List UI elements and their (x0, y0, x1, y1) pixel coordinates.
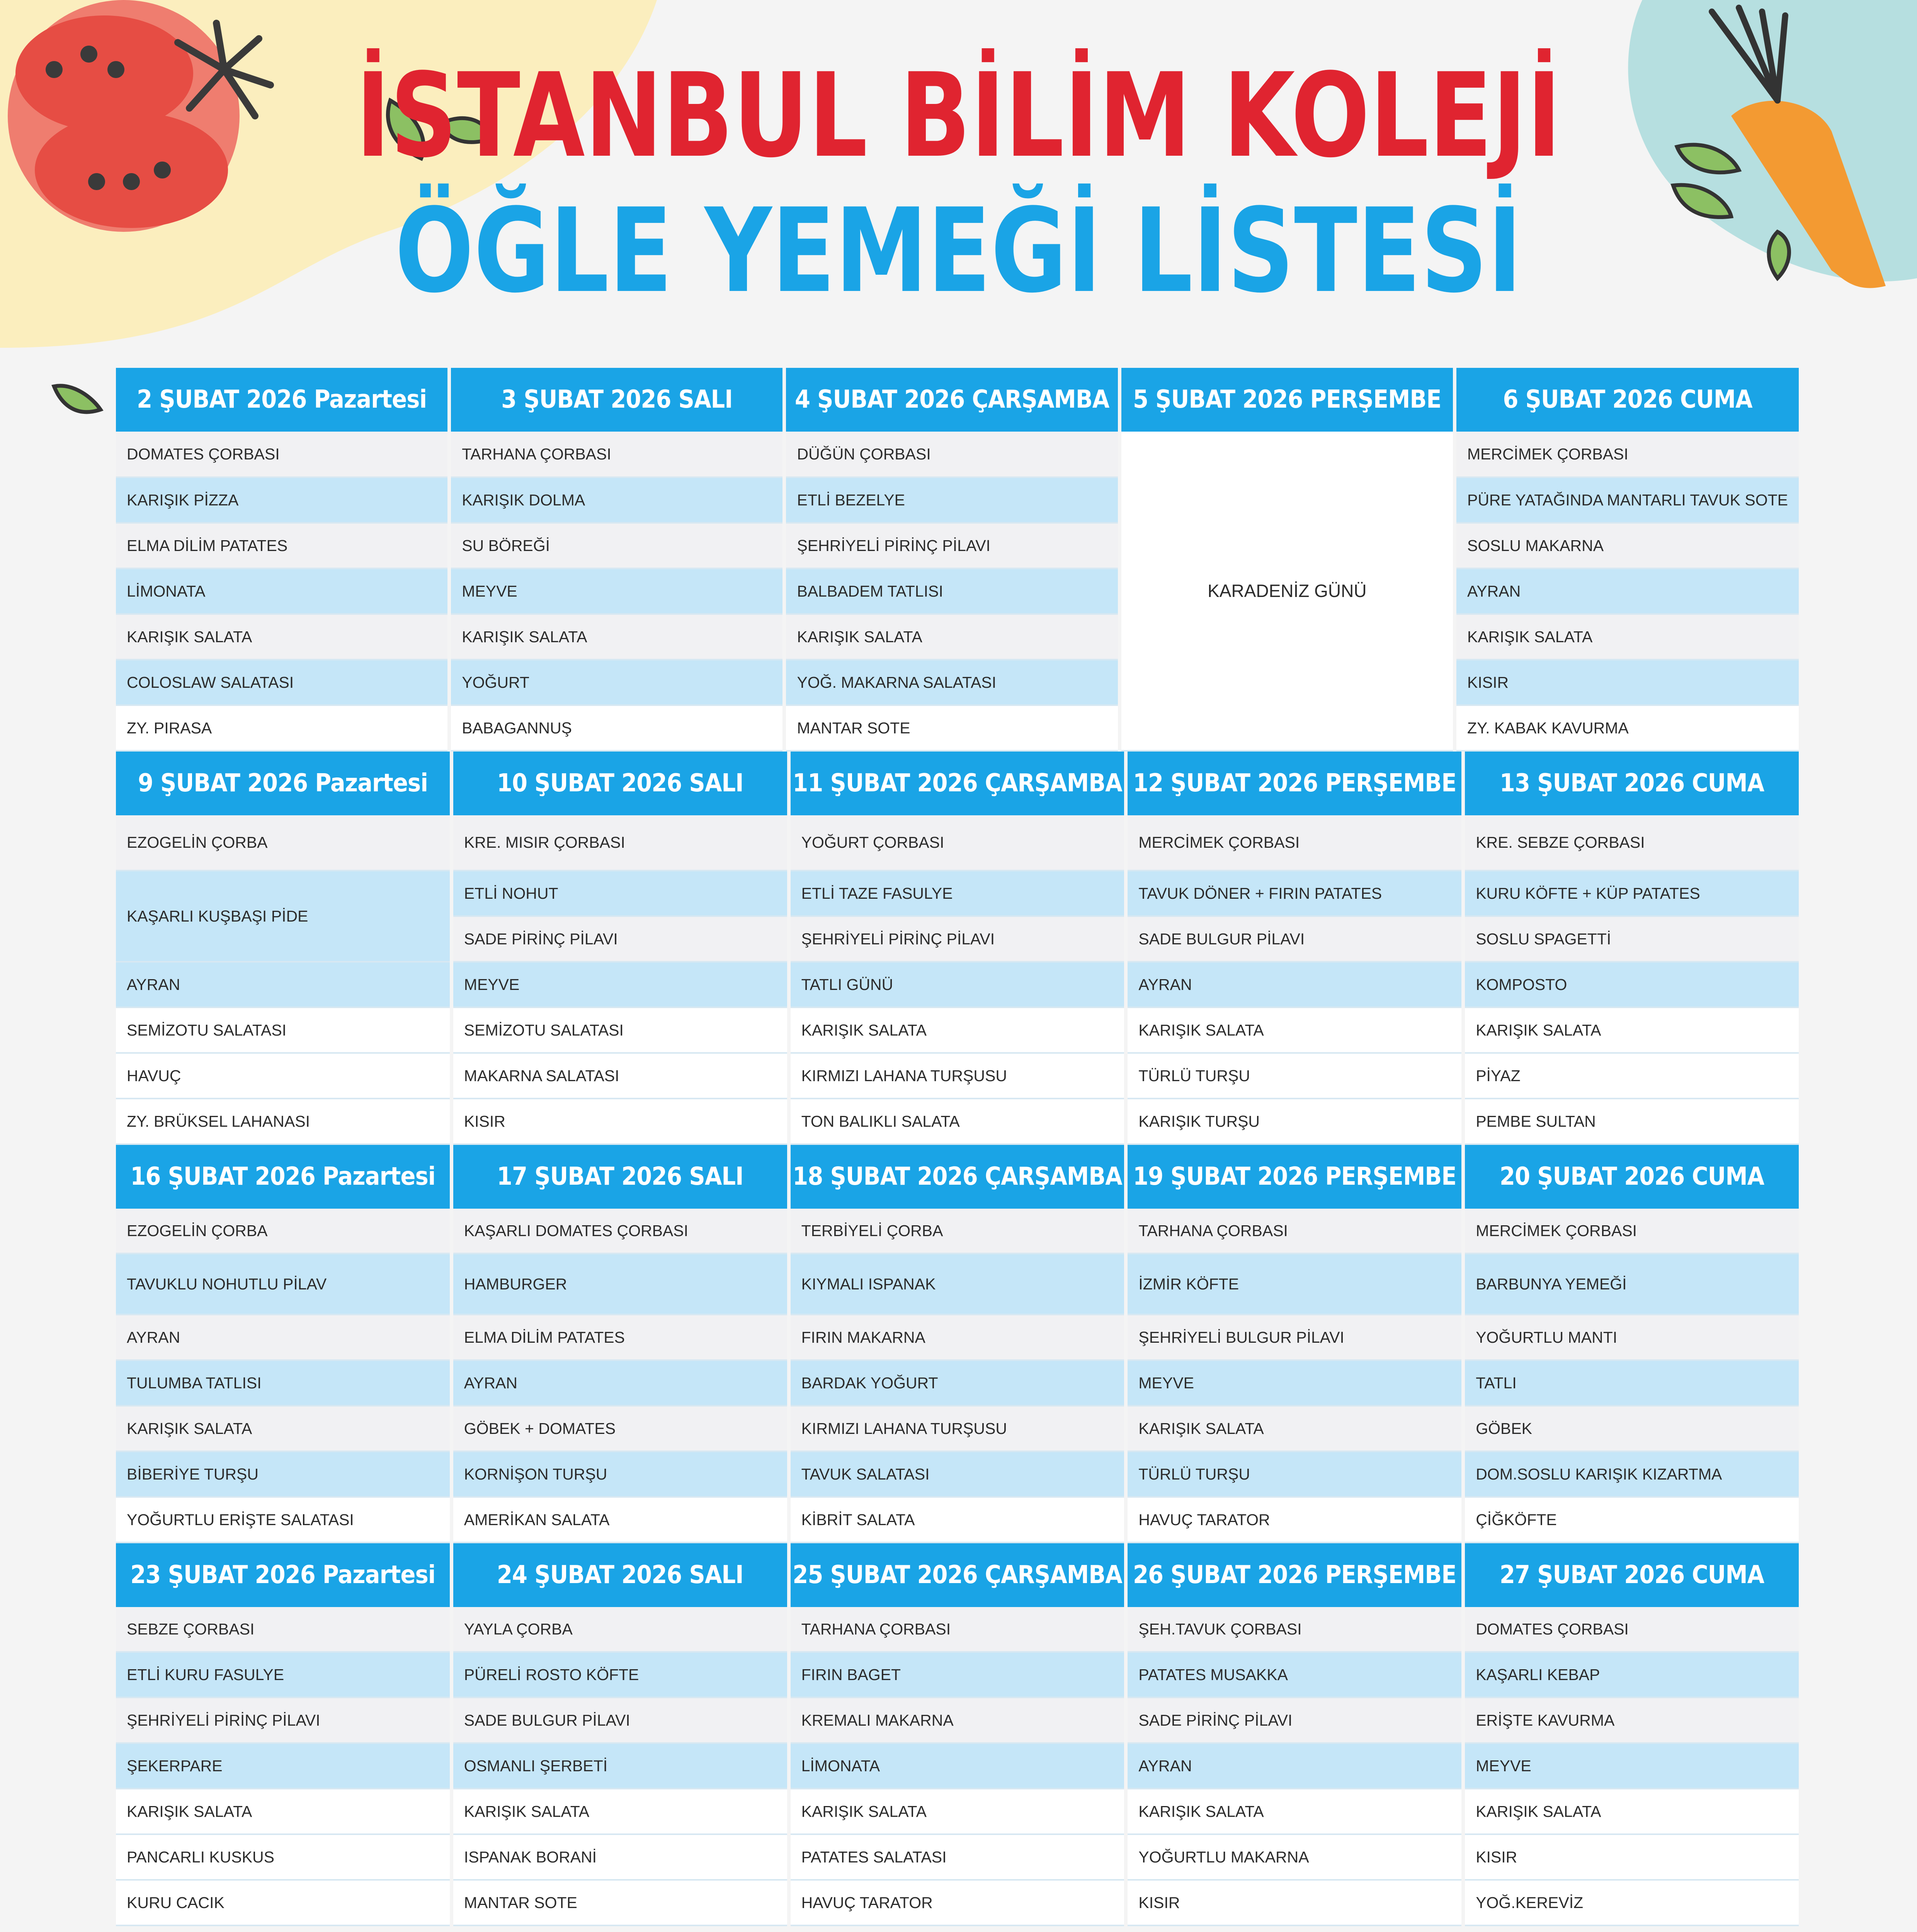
menu-item: HAMBURGER (453, 1254, 787, 1315)
day-header: 9 ŞUBAT 2026 Pazartesi (116, 752, 450, 815)
menu-item: KISIR (1465, 1835, 1799, 1881)
day-header: 19 ŞUBAT 2026 PERŞEMBE (1128, 1145, 1461, 1209)
menu-item: TAVUKLU NOHUTLU PİLAV (116, 1254, 450, 1315)
menu-item: ELMA DİLİM PATATES (453, 1315, 787, 1361)
menu-item: DOM.SOSLU KARIŞIK KIZARTMA (1465, 1452, 1799, 1498)
menu-item: AYRAN (1456, 569, 1799, 615)
menu-item: MEYVE (451, 569, 782, 615)
day-column (116, 1145, 450, 1543)
day-header: 6 ŞUBAT 2026 CUMA (1456, 368, 1799, 432)
menu-item: KIRMIZI LAHANA TURŞUSU (791, 1054, 1124, 1099)
week-4 (116, 1543, 1799, 1926)
day-header: 17 ŞUBAT 2026 SALI (453, 1145, 787, 1209)
menu-item: KISIR (453, 1099, 787, 1145)
menu-item: KARIŞIK SALATA (451, 615, 782, 660)
menu-item: KARIŞIK DOLMA (451, 478, 782, 524)
menu-item: ŞEHRİYELİ PİRİNÇ PİLAVI (116, 1698, 450, 1744)
day-header: 2 ŞUBAT 2026 Pazartesi (116, 368, 447, 432)
day-header: 25 ŞUBAT 2026 ÇARŞAMBA (791, 1543, 1124, 1607)
menu-item: YOĞURTLU MAKARNA (1128, 1835, 1461, 1881)
menu-item: YAYLA ÇORBA (453, 1607, 787, 1653)
day-column (453, 752, 787, 1145)
day-column (1128, 752, 1461, 1145)
menu-item: LİMONATA (116, 569, 447, 615)
menu-item: ZY. BRÜKSEL LAHANASI (116, 1099, 450, 1145)
menu-item: COLOSLAW SALATASI (116, 660, 447, 706)
menu-item: KREMALI MAKARNA (791, 1698, 1124, 1744)
menu-item: GÖBEK (1465, 1406, 1799, 1452)
lunch-menu-table (116, 368, 1799, 1926)
menu-item: TAVUK SALATASI (791, 1452, 1124, 1498)
menu-item: SEBZE ÇORBASI (116, 1607, 450, 1653)
menu-item: MERCİMEK ÇORBASI (1456, 432, 1799, 478)
menu-item: ETLİ BEZELYE (786, 478, 1118, 524)
menu-item: ELMA DİLİM PATATES (116, 524, 447, 569)
menu-item: MEYVE (453, 963, 787, 1008)
day-header: 27 ŞUBAT 2026 CUMA (1465, 1543, 1799, 1607)
menu-item: YOĞ. MAKARNA SALATASI (786, 660, 1118, 706)
day-column (1128, 1145, 1461, 1543)
day-header: 3 ŞUBAT 2026 SALI (451, 368, 782, 432)
menu-item: ETLİ KURU FASULYE (116, 1653, 450, 1698)
menu-item: GÖBEK + DOMATES (453, 1406, 787, 1452)
day-column (116, 368, 447, 752)
menu-item: TATLI GÜNÜ (791, 963, 1124, 1008)
menu-item: MEYVE (1128, 1361, 1461, 1406)
menu-item: YOĞURT (451, 660, 782, 706)
menu-item: KOMPOSTO (1465, 963, 1799, 1008)
menu-item: SEMİZOTU SALATASI (453, 1008, 787, 1054)
menu-item: KARIŞIK SALATA (791, 1008, 1124, 1054)
menu-item: KARIŞIK PİZZA (116, 478, 447, 524)
menu-item: KAŞARLI KEBAP (1465, 1653, 1799, 1698)
menu-item: KARIŞIK TURŞU (1128, 1099, 1461, 1145)
menu-item: SADE BULGUR PİLAVI (453, 1698, 787, 1744)
menu-item: FIRIN BAGET (791, 1653, 1124, 1698)
menu-item: MANTAR SOTE (453, 1881, 787, 1926)
menu-item: KRE. MISIR ÇORBASI (453, 815, 787, 871)
day-column (786, 368, 1118, 752)
week-2 (116, 752, 1799, 1145)
menu-item: DÜĞÜN ÇORBASI (786, 432, 1118, 478)
menu-item: TÜRLÜ TURŞU (1128, 1054, 1461, 1099)
menu-item: KARIŞIK SALATA (1465, 1008, 1799, 1054)
menu-item: FIRIN MAKARNA (791, 1315, 1124, 1361)
menu-item: İZMİR KÖFTE (1128, 1254, 1461, 1315)
menu-item: KORNİŞON TURŞU (453, 1452, 787, 1498)
menu-item: BALBADEM TATLISI (786, 569, 1118, 615)
menu-item: KARIŞIK SALATA (116, 1406, 450, 1452)
menu-item: SU BÖREĞİ (451, 524, 782, 569)
menu-item: SEMİZOTU SALATASI (116, 1008, 450, 1054)
menu-item: TULUMBA TATLISI (116, 1361, 450, 1406)
menu-item: TERBİYELİ ÇORBA (791, 1209, 1124, 1254)
menu-item: PATATES MUSAKKA (1128, 1653, 1461, 1698)
menu-item: HAVUÇ TARATOR (791, 1881, 1124, 1926)
menu-item: SOSLU MAKARNA (1456, 524, 1799, 569)
menu-item: TARHANA ÇORBASI (1128, 1209, 1461, 1254)
menu-item: DOMATES ÇORBASI (116, 432, 447, 478)
day-column (1121, 368, 1453, 752)
menu-item: KIYMALI ISPANAK (791, 1254, 1124, 1315)
menu-item: ÇİĞKÖFTE (1465, 1498, 1799, 1543)
menu-item: TARHANA ÇORBASI (451, 432, 782, 478)
day-header: 23 ŞUBAT 2026 Pazartesi (116, 1543, 450, 1607)
day-column (453, 1145, 787, 1543)
menu-item: ŞEHRİYELİ BULGUR PİLAVI (1128, 1315, 1461, 1361)
menu-item: BARBUNYA YEMEĞİ (1465, 1254, 1799, 1315)
menu-item: AMERİKAN SALATA (453, 1498, 787, 1543)
menu-item: ŞEKERPARE (116, 1744, 450, 1789)
day-header: 10 ŞUBAT 2026 SALI (453, 752, 787, 815)
menu-title: ÖĞLE YEMEĞİ LİSTESİ (395, 184, 1522, 318)
day-column (1128, 1543, 1461, 1926)
menu-item: TARHANA ÇORBASI (791, 1607, 1124, 1653)
menu-item: KARIŞIK SALATA (116, 1789, 450, 1835)
menu-item: ŞEH.TAVUK ÇORBASI (1128, 1607, 1461, 1653)
school-title: İSTANBUL BİLİM KOLEJİ (356, 48, 1561, 183)
menu-item: HAVUÇ TARATOR (1128, 1498, 1461, 1543)
menu-item: LİMONATA (791, 1744, 1124, 1789)
menu-item: AYRAN (1128, 1744, 1461, 1789)
menu-item: PÜRE YATAĞINDA MANTARLI TAVUK SOTE (1456, 478, 1799, 524)
day-column (791, 752, 1124, 1145)
menu-item: MERCİMEK ÇORBASI (1465, 1209, 1799, 1254)
menu-item: PİYAZ (1465, 1054, 1799, 1099)
day-column (1465, 1543, 1799, 1926)
menu-item: PEMBE SULTAN (1465, 1099, 1799, 1145)
menu-item: BARDAK YOĞURT (791, 1361, 1124, 1406)
menu-item: OSMANLI ŞERBETİ (453, 1744, 787, 1789)
menu-item: DOMATES ÇORBASI (1465, 1607, 1799, 1653)
menu-item: KAŞARLI KUŞBAŞI PİDE (116, 871, 450, 963)
menu-item: KİBRİT SALATA (791, 1498, 1124, 1543)
day-column (1465, 1145, 1799, 1543)
menu-item: TAVUK DÖNER + FIRIN PATATES (1128, 871, 1461, 917)
menu-item: ZY. PIRASA (116, 706, 447, 752)
day-header: 13 ŞUBAT 2026 CUMA (1465, 752, 1799, 815)
menu-item: KARIŞIK SALATA (1456, 615, 1799, 660)
day-header: 24 ŞUBAT 2026 SALI (453, 1543, 787, 1607)
menu-item: MANTAR SOTE (786, 706, 1118, 752)
menu-item: PANCARLI KUSKUS (116, 1835, 450, 1881)
menu-item: SADE BULGUR PİLAVI (1128, 917, 1461, 963)
menu-item: YOĞURT ÇORBASI (791, 815, 1124, 871)
menu-item: PÜRELİ ROSTO KÖFTE (453, 1653, 787, 1698)
menu-item: KAŞARLI DOMATES ÇORBASI (453, 1209, 787, 1254)
menu-item: KARIŞIK SALATA (791, 1789, 1124, 1835)
menu-item: KARIŞIK SALATA (786, 615, 1118, 660)
menu-item: ETLİ NOHUT (453, 871, 787, 917)
menu-item: SOSLU SPAGETTİ (1465, 917, 1799, 963)
menu-item: BABAGANNUŞ (451, 706, 782, 752)
day-header: 18 ŞUBAT 2026 ÇARŞAMBA (791, 1145, 1124, 1209)
day-column (791, 1145, 1124, 1543)
menu-item: EZOGELİN ÇORBA (116, 815, 450, 871)
menu-item: AYRAN (1128, 963, 1461, 1008)
menu-item: KISIR (1128, 1881, 1461, 1926)
menu-item: AYRAN (453, 1361, 787, 1406)
menu-item: KARIŞIK SALATA (1465, 1789, 1799, 1835)
day-header: 12 ŞUBAT 2026 PERŞEMBE (1128, 752, 1461, 815)
menu-item: TATLI (1465, 1361, 1799, 1406)
menu-item: SADE PİRİNÇ PİLAVI (1128, 1698, 1461, 1744)
day-header: 4 ŞUBAT 2026 ÇARŞAMBA (786, 368, 1118, 432)
menu-item: YOĞURTLU MANTI (1465, 1315, 1799, 1361)
menu-item: KRE. SEBZE ÇORBASI (1465, 815, 1799, 871)
menu-item: TON BALIKLI SALATA (791, 1099, 1124, 1145)
menu-item: MAKARNA SALATASI (453, 1054, 787, 1099)
menu-item: KISIR (1456, 660, 1799, 706)
menu-item: PATATES SALATASI (791, 1835, 1124, 1881)
day-header: 26 ŞUBAT 2026 PERŞEMBE (1128, 1543, 1461, 1607)
day-column (116, 752, 450, 1145)
day-header: 11 ŞUBAT 2026 ÇARŞAMBA (791, 752, 1124, 815)
menu-item: KURU KÖFTE + KÜP PATATES (1465, 871, 1799, 917)
menu-item: KARIŞIK SALATA (1128, 1008, 1461, 1054)
menu-item: KARIŞIK SALATA (116, 615, 447, 660)
special-day-label: KARADENİZ GÜNÜ (1121, 432, 1453, 752)
menu-item: AYRAN (116, 1315, 450, 1361)
menu-item: ŞEHRİYELİ PİRİNÇ PİLAVI (786, 524, 1118, 569)
menu-item: ISPANAK BORANİ (453, 1835, 787, 1881)
week-3 (116, 1145, 1799, 1543)
menu-item: MEYVE (1465, 1744, 1799, 1789)
menu-item: ERİŞTE KAVURMA (1465, 1698, 1799, 1744)
week-1 (116, 368, 1799, 752)
menu-item: TÜRLÜ TURŞU (1128, 1452, 1461, 1498)
day-column (1465, 752, 1799, 1145)
menu-item: ŞEHRİYELİ PİRİNÇ PİLAVI (791, 917, 1124, 963)
menu-item: KIRMIZI LAHANA TURŞUSU (791, 1406, 1124, 1452)
menu-item: YOĞ.KEREVİZ (1465, 1881, 1799, 1926)
day-column (1456, 368, 1799, 752)
day-column (451, 368, 782, 752)
menu-item: EZOGELİN ÇORBA (116, 1209, 450, 1254)
menu-item: ZY. KABAK KAVURMA (1456, 706, 1799, 752)
menu-item: KURU CACIK (116, 1881, 450, 1926)
menu-item: KARIŞIK SALATA (453, 1789, 787, 1835)
menu-item: KARIŞIK SALATA (1128, 1789, 1461, 1835)
day-column (453, 1543, 787, 1926)
menu-item: BİBERİYE TURŞU (116, 1452, 450, 1498)
menu-item: AYRAN (116, 963, 450, 1008)
menu-item: SADE PİRİNÇ PİLAVI (453, 917, 787, 963)
day-column (116, 1543, 450, 1926)
day-header: 20 ŞUBAT 2026 CUMA (1465, 1145, 1799, 1209)
day-header: 5 ŞUBAT 2026 PERŞEMBE (1121, 368, 1453, 432)
menu-item: ETLİ TAZE FASULYE (791, 871, 1124, 917)
menu-item: YOĞURTLU ERİŞTE SALATASI (116, 1498, 450, 1543)
menu-item: MERCİMEK ÇORBASI (1128, 815, 1461, 871)
day-column (791, 1543, 1124, 1926)
day-header: 16 ŞUBAT 2026 Pazartesi (116, 1145, 450, 1209)
menu-item: HAVUÇ (116, 1054, 450, 1099)
menu-item: KARIŞIK SALATA (1128, 1406, 1461, 1452)
